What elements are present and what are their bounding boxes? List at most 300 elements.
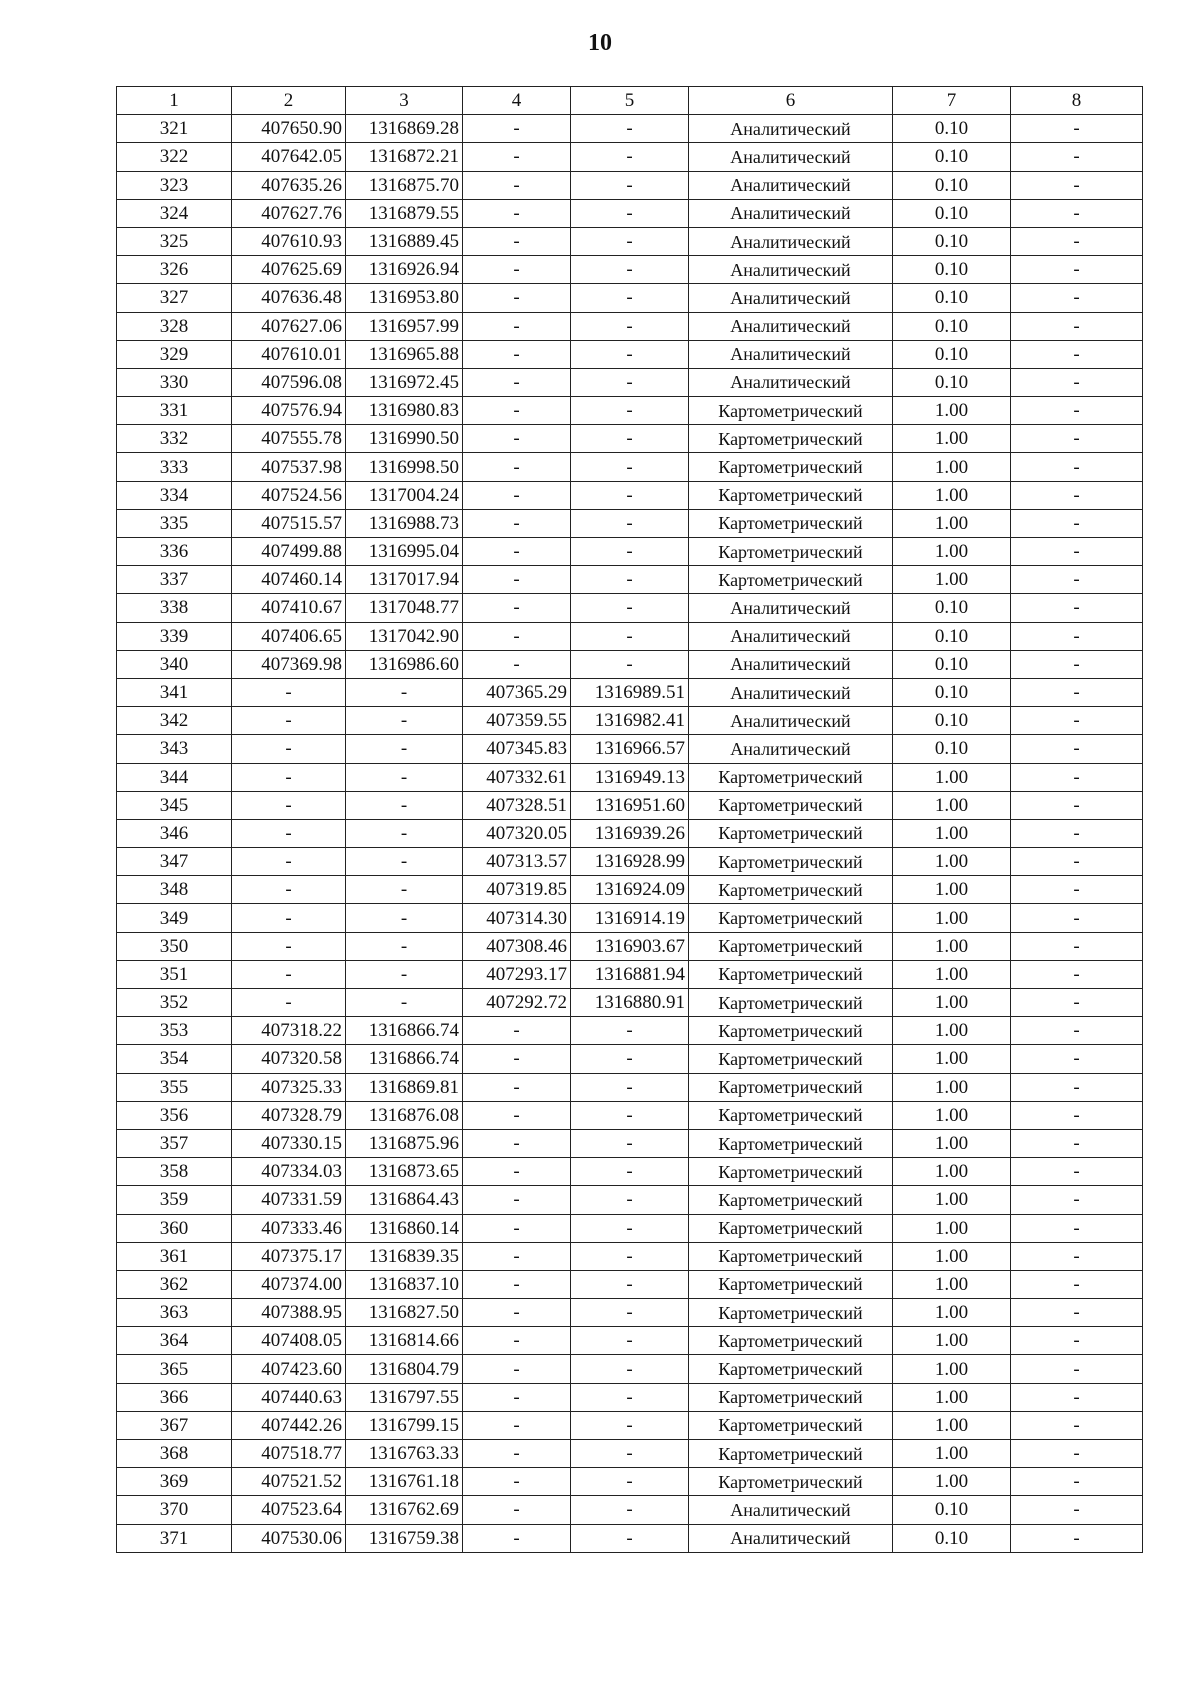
method-cell: Аналитический: [689, 594, 893, 622]
x-coordinate-cell: 407515.57: [232, 509, 346, 537]
new-y-coordinate-cell: 1316881.94: [571, 960, 689, 988]
new-x-coordinate-cell: -: [463, 1242, 571, 1270]
column-header: 3: [346, 87, 463, 115]
method-cell: Картометрический: [689, 1242, 893, 1270]
y-coordinate-cell: -: [346, 932, 463, 960]
accuracy-cell: 1.00: [893, 876, 1011, 904]
point-number-cell: 366: [117, 1383, 232, 1411]
accuracy-cell: 0.10: [893, 707, 1011, 735]
point-number-cell: 337: [117, 566, 232, 594]
point-number-cell: 348: [117, 876, 232, 904]
method-cell: Аналитический: [689, 368, 893, 396]
point-number-cell: 357: [117, 1129, 232, 1157]
point-number-cell: 360: [117, 1214, 232, 1242]
description-cell: -: [1011, 340, 1143, 368]
table-row: [117, 904, 1143, 932]
accuracy-cell: 1.00: [893, 1270, 1011, 1298]
new-y-coordinate-cell: -: [571, 481, 689, 509]
new-y-coordinate-cell: -: [571, 143, 689, 171]
point-number-cell: 325: [117, 227, 232, 255]
accuracy-cell: 1.00: [893, 1129, 1011, 1157]
new-x-coordinate-cell: 407308.46: [463, 932, 571, 960]
accuracy-cell: 1.00: [893, 1186, 1011, 1214]
new-y-coordinate-cell: -: [571, 284, 689, 312]
new-x-coordinate-cell: -: [463, 509, 571, 537]
x-coordinate-cell: -: [232, 707, 346, 735]
method-cell: Картометрический: [689, 1158, 893, 1186]
new-y-coordinate-cell: 1316914.19: [571, 904, 689, 932]
table-row: [117, 566, 1143, 594]
new-x-coordinate-cell: -: [463, 481, 571, 509]
x-coordinate-cell: 407530.06: [232, 1524, 346, 1552]
new-y-coordinate-cell: -: [571, 1101, 689, 1129]
point-number-cell: 332: [117, 425, 232, 453]
accuracy-cell: 0.10: [893, 1496, 1011, 1524]
new-x-coordinate-cell: 407332.61: [463, 763, 571, 791]
method-cell: Картометрический: [689, 1214, 893, 1242]
point-number-cell: 339: [117, 622, 232, 650]
new-y-coordinate-cell: 1316982.41: [571, 707, 689, 735]
method-cell: Картометрический: [689, 1468, 893, 1496]
table-row: [117, 481, 1143, 509]
new-x-coordinate-cell: -: [463, 340, 571, 368]
point-number-cell: 328: [117, 312, 232, 340]
x-coordinate-cell: 407523.64: [232, 1496, 346, 1524]
description-cell: -: [1011, 284, 1143, 312]
y-coordinate-cell: -: [346, 678, 463, 706]
accuracy-cell: 0.10: [893, 284, 1011, 312]
new-y-coordinate-cell: -: [571, 199, 689, 227]
point-number-cell: 330: [117, 368, 232, 396]
accuracy-cell: 1.00: [893, 989, 1011, 1017]
accuracy-cell: 0.10: [893, 115, 1011, 143]
accuracy-cell: 0.10: [893, 340, 1011, 368]
point-number-cell: 364: [117, 1327, 232, 1355]
accuracy-cell: 1.00: [893, 425, 1011, 453]
point-number-cell: 351: [117, 960, 232, 988]
y-coordinate-cell: 1316988.73: [346, 509, 463, 537]
x-coordinate-cell: 407518.77: [232, 1440, 346, 1468]
method-cell: Картометрический: [689, 1299, 893, 1327]
point-number-cell: 370: [117, 1496, 232, 1524]
new-x-coordinate-cell: -: [463, 115, 571, 143]
point-number-cell: 342: [117, 707, 232, 735]
new-y-coordinate-cell: -: [571, 340, 689, 368]
x-coordinate-cell: 407635.26: [232, 171, 346, 199]
point-number-cell: 371: [117, 1524, 232, 1552]
accuracy-cell: 1.00: [893, 1214, 1011, 1242]
new-y-coordinate-cell: -: [571, 171, 689, 199]
description-cell: -: [1011, 678, 1143, 706]
method-cell: Аналитический: [689, 1496, 893, 1524]
accuracy-cell: 1.00: [893, 509, 1011, 537]
y-coordinate-cell: 1316759.38: [346, 1524, 463, 1552]
new-x-coordinate-cell: -: [463, 1017, 571, 1045]
description-cell: -: [1011, 594, 1143, 622]
point-number-cell: 365: [117, 1355, 232, 1383]
new-y-coordinate-cell: -: [571, 566, 689, 594]
table-row: [117, 707, 1143, 735]
description-cell: -: [1011, 1017, 1143, 1045]
new-x-coordinate-cell: -: [463, 1440, 571, 1468]
table-row: [117, 1073, 1143, 1101]
x-coordinate-cell: 407625.69: [232, 256, 346, 284]
description-cell: -: [1011, 1383, 1143, 1411]
table-row: [117, 1158, 1143, 1186]
description-cell: -: [1011, 791, 1143, 819]
accuracy-cell: 1.00: [893, 1073, 1011, 1101]
new-x-coordinate-cell: -: [463, 1270, 571, 1298]
new-y-coordinate-cell: -: [571, 1270, 689, 1298]
y-coordinate-cell: 1316839.35: [346, 1242, 463, 1270]
table-row: [117, 876, 1143, 904]
y-coordinate-cell: -: [346, 819, 463, 847]
x-coordinate-cell: 407333.46: [232, 1214, 346, 1242]
description-cell: -: [1011, 453, 1143, 481]
method-cell: Картометрический: [689, 425, 893, 453]
description-cell: -: [1011, 1101, 1143, 1129]
x-coordinate-cell: 407369.98: [232, 650, 346, 678]
accuracy-cell: 0.10: [893, 735, 1011, 763]
description-cell: -: [1011, 1524, 1143, 1552]
description-cell: -: [1011, 425, 1143, 453]
table-row: [117, 1496, 1143, 1524]
method-cell: Картометрический: [689, 397, 893, 425]
method-cell: Картометрический: [689, 876, 893, 904]
point-number-cell: 350: [117, 932, 232, 960]
table-row: [117, 199, 1143, 227]
point-number-cell: 349: [117, 904, 232, 932]
x-coordinate-cell: -: [232, 932, 346, 960]
x-coordinate-cell: -: [232, 876, 346, 904]
table-row: [117, 143, 1143, 171]
description-cell: -: [1011, 1355, 1143, 1383]
new-y-coordinate-cell: -: [571, 1524, 689, 1552]
point-number-cell: 358: [117, 1158, 232, 1186]
y-coordinate-cell: 1316799.15: [346, 1411, 463, 1439]
y-coordinate-cell: 1316814.66: [346, 1327, 463, 1355]
new-x-coordinate-cell: -: [463, 1186, 571, 1214]
description-cell: -: [1011, 735, 1143, 763]
method-cell: Картометрический: [689, 819, 893, 847]
x-coordinate-cell: 407555.78: [232, 425, 346, 453]
x-coordinate-cell: -: [232, 678, 346, 706]
y-coordinate-cell: -: [346, 876, 463, 904]
y-coordinate-cell: 1317048.77: [346, 594, 463, 622]
column-header: 7: [893, 87, 1011, 115]
accuracy-cell: 1.00: [893, 1440, 1011, 1468]
description-cell: -: [1011, 538, 1143, 566]
point-number-cell: 341: [117, 678, 232, 706]
new-x-coordinate-cell: -: [463, 538, 571, 566]
new-y-coordinate-cell: 1316989.51: [571, 678, 689, 706]
accuracy-cell: 1.00: [893, 1017, 1011, 1045]
method-cell: Картометрический: [689, 481, 893, 509]
x-coordinate-cell: 407375.17: [232, 1242, 346, 1270]
column-header: 8: [1011, 87, 1143, 115]
column-header: 4: [463, 87, 571, 115]
accuracy-cell: 1.00: [893, 1158, 1011, 1186]
new-y-coordinate-cell: -: [571, 509, 689, 537]
x-coordinate-cell: -: [232, 763, 346, 791]
coordinates-table: [116, 86, 1143, 1553]
new-x-coordinate-cell: -: [463, 1524, 571, 1552]
method-cell: Аналитический: [689, 1524, 893, 1552]
description-cell: -: [1011, 566, 1143, 594]
y-coordinate-cell: 1316869.81: [346, 1073, 463, 1101]
table-row: [117, 453, 1143, 481]
accuracy-cell: 1.00: [893, 1242, 1011, 1270]
accuracy-cell: 0.10: [893, 678, 1011, 706]
new-x-coordinate-cell: -: [463, 199, 571, 227]
x-coordinate-cell: -: [232, 735, 346, 763]
method-cell: Картометрический: [689, 791, 893, 819]
x-coordinate-cell: -: [232, 848, 346, 876]
point-number-cell: 355: [117, 1073, 232, 1101]
y-coordinate-cell: 1316986.60: [346, 650, 463, 678]
table-row: [117, 1411, 1143, 1439]
point-number-cell: 344: [117, 763, 232, 791]
new-x-coordinate-cell: 407345.83: [463, 735, 571, 763]
accuracy-cell: 0.10: [893, 199, 1011, 227]
method-cell: Аналитический: [689, 171, 893, 199]
method-cell: Картометрический: [689, 1440, 893, 1468]
point-number-cell: 353: [117, 1017, 232, 1045]
new-y-coordinate-cell: -: [571, 1073, 689, 1101]
y-coordinate-cell: 1316762.69: [346, 1496, 463, 1524]
description-cell: -: [1011, 368, 1143, 396]
x-coordinate-cell: 407627.06: [232, 312, 346, 340]
y-coordinate-cell: 1317017.94: [346, 566, 463, 594]
y-coordinate-cell: -: [346, 735, 463, 763]
accuracy-cell: 1.00: [893, 481, 1011, 509]
new-y-coordinate-cell: -: [571, 425, 689, 453]
new-y-coordinate-cell: -: [571, 650, 689, 678]
table-row: [117, 1468, 1143, 1496]
table-row: [117, 960, 1143, 988]
method-cell: Картометрический: [689, 1383, 893, 1411]
table-row: [117, 1242, 1143, 1270]
description-cell: -: [1011, 1158, 1143, 1186]
x-coordinate-cell: 407408.05: [232, 1327, 346, 1355]
point-number-cell: 321: [117, 115, 232, 143]
x-coordinate-cell: 407576.94: [232, 397, 346, 425]
new-x-coordinate-cell: -: [463, 425, 571, 453]
new-x-coordinate-cell: 407359.55: [463, 707, 571, 735]
x-coordinate-cell: 407442.26: [232, 1411, 346, 1439]
description-cell: -: [1011, 1496, 1143, 1524]
x-coordinate-cell: 407650.90: [232, 115, 346, 143]
new-x-coordinate-cell: -: [463, 594, 571, 622]
x-coordinate-cell: 407627.76: [232, 199, 346, 227]
x-coordinate-cell: 407642.05: [232, 143, 346, 171]
method-cell: Аналитический: [689, 678, 893, 706]
x-coordinate-cell: 407524.56: [232, 481, 346, 509]
y-coordinate-cell: 1316990.50: [346, 425, 463, 453]
new-y-coordinate-cell: -: [571, 1045, 689, 1073]
method-cell: Аналитический: [689, 284, 893, 312]
new-x-coordinate-cell: -: [463, 312, 571, 340]
point-number-cell: 354: [117, 1045, 232, 1073]
x-coordinate-cell: 407537.98: [232, 453, 346, 481]
y-coordinate-cell: 1316866.74: [346, 1045, 463, 1073]
point-number-cell: 329: [117, 340, 232, 368]
new-y-coordinate-cell: -: [571, 397, 689, 425]
table-row: [117, 650, 1143, 678]
point-number-cell: 326: [117, 256, 232, 284]
description-cell: -: [1011, 115, 1143, 143]
description-cell: -: [1011, 312, 1143, 340]
table-row: [117, 848, 1143, 876]
point-number-cell: 368: [117, 1440, 232, 1468]
point-number-cell: 335: [117, 509, 232, 537]
point-number-cell: 346: [117, 819, 232, 847]
y-coordinate-cell: -: [346, 904, 463, 932]
y-coordinate-cell: -: [346, 791, 463, 819]
accuracy-cell: 0.10: [893, 256, 1011, 284]
table-row: [117, 284, 1143, 312]
new-x-coordinate-cell: -: [463, 1045, 571, 1073]
x-coordinate-cell: 407325.33: [232, 1073, 346, 1101]
accuracy-cell: 1.00: [893, 397, 1011, 425]
table-row: [117, 256, 1143, 284]
x-coordinate-cell: -: [232, 960, 346, 988]
method-cell: Картометрический: [689, 960, 893, 988]
new-y-coordinate-cell: 1316966.57: [571, 735, 689, 763]
y-coordinate-cell: -: [346, 848, 463, 876]
new-x-coordinate-cell: -: [463, 397, 571, 425]
method-cell: Картометрический: [689, 566, 893, 594]
description-cell: -: [1011, 227, 1143, 255]
accuracy-cell: 1.00: [893, 1327, 1011, 1355]
x-coordinate-cell: 407330.15: [232, 1129, 346, 1157]
new-x-coordinate-cell: -: [463, 1383, 571, 1411]
x-coordinate-cell: 407610.93: [232, 227, 346, 255]
method-cell: Картометрический: [689, 1129, 893, 1157]
table-row: [117, 368, 1143, 396]
new-x-coordinate-cell: -: [463, 1327, 571, 1355]
accuracy-cell: 1.00: [893, 904, 1011, 932]
table-row: [117, 678, 1143, 706]
table-row: [117, 1214, 1143, 1242]
new-y-coordinate-cell: -: [571, 1214, 689, 1242]
accuracy-cell: 0.10: [893, 1524, 1011, 1552]
column-header: 6: [689, 87, 893, 115]
x-coordinate-cell: 407521.52: [232, 1468, 346, 1496]
description-cell: -: [1011, 932, 1143, 960]
point-number-cell: 361: [117, 1242, 232, 1270]
new-y-coordinate-cell: -: [571, 1129, 689, 1157]
method-cell: Картометрический: [689, 509, 893, 537]
y-coordinate-cell: 1316763.33: [346, 1440, 463, 1468]
new-x-coordinate-cell: -: [463, 1214, 571, 1242]
method-cell: Картометрический: [689, 538, 893, 566]
new-y-coordinate-cell: -: [571, 256, 689, 284]
new-y-coordinate-cell: -: [571, 594, 689, 622]
new-y-coordinate-cell: -: [571, 312, 689, 340]
table-row: [117, 312, 1143, 340]
table-row: [117, 763, 1143, 791]
method-cell: Картометрический: [689, 1186, 893, 1214]
accuracy-cell: 1.00: [893, 1045, 1011, 1073]
x-coordinate-cell: 407423.60: [232, 1355, 346, 1383]
accuracy-cell: 0.10: [893, 143, 1011, 171]
new-y-coordinate-cell: -: [571, 1468, 689, 1496]
y-coordinate-cell: 1316875.96: [346, 1129, 463, 1157]
new-y-coordinate-cell: 1316939.26: [571, 819, 689, 847]
method-cell: Картометрический: [689, 1073, 893, 1101]
new-y-coordinate-cell: 1316951.60: [571, 791, 689, 819]
y-coordinate-cell: -: [346, 763, 463, 791]
x-coordinate-cell: 407320.58: [232, 1045, 346, 1073]
new-x-coordinate-cell: 407320.05: [463, 819, 571, 847]
y-coordinate-cell: 1316864.43: [346, 1186, 463, 1214]
new-x-coordinate-cell: -: [463, 171, 571, 199]
description-cell: -: [1011, 1468, 1143, 1496]
table-row: [117, 115, 1143, 143]
x-coordinate-cell: 407410.67: [232, 594, 346, 622]
method-cell: Картометрический: [689, 1411, 893, 1439]
description-cell: -: [1011, 622, 1143, 650]
new-x-coordinate-cell: -: [463, 1129, 571, 1157]
method-cell: Картометрический: [689, 1270, 893, 1298]
description-cell: -: [1011, 1411, 1143, 1439]
x-coordinate-cell: 407331.59: [232, 1186, 346, 1214]
point-number-cell: 359: [117, 1186, 232, 1214]
x-coordinate-cell: 407334.03: [232, 1158, 346, 1186]
y-coordinate-cell: 1316953.80: [346, 284, 463, 312]
method-cell: Аналитический: [689, 735, 893, 763]
method-cell: Картометрический: [689, 1017, 893, 1045]
description-cell: -: [1011, 848, 1143, 876]
method-cell: Картометрический: [689, 1327, 893, 1355]
method-cell: Аналитический: [689, 199, 893, 227]
accuracy-cell: 0.10: [893, 622, 1011, 650]
point-number-cell: 322: [117, 143, 232, 171]
point-number-cell: 333: [117, 453, 232, 481]
y-coordinate-cell: 1316926.94: [346, 256, 463, 284]
accuracy-cell: 1.00: [893, 1411, 1011, 1439]
accuracy-cell: 1.00: [893, 763, 1011, 791]
y-coordinate-cell: -: [346, 989, 463, 1017]
method-cell: Аналитический: [689, 115, 893, 143]
accuracy-cell: 1.00: [893, 819, 1011, 847]
new-y-coordinate-cell: -: [571, 227, 689, 255]
new-x-coordinate-cell: 407313.57: [463, 848, 571, 876]
method-cell: Аналитический: [689, 256, 893, 284]
y-coordinate-cell: -: [346, 707, 463, 735]
accuracy-cell: 1.00: [893, 538, 1011, 566]
column-header: 2: [232, 87, 346, 115]
x-coordinate-cell: 407318.22: [232, 1017, 346, 1045]
new-y-coordinate-cell: -: [571, 622, 689, 650]
description-cell: -: [1011, 707, 1143, 735]
table-row: [117, 340, 1143, 368]
description-cell: -: [1011, 989, 1143, 1017]
description-cell: -: [1011, 763, 1143, 791]
table-row: [117, 1355, 1143, 1383]
y-coordinate-cell: 1316761.18: [346, 1468, 463, 1496]
x-coordinate-cell: 407388.95: [232, 1299, 346, 1327]
method-cell: Аналитический: [689, 340, 893, 368]
y-coordinate-cell: 1316869.28: [346, 115, 463, 143]
y-coordinate-cell: 1317042.90: [346, 622, 463, 650]
accuracy-cell: 0.10: [893, 594, 1011, 622]
new-x-coordinate-cell: -: [463, 1101, 571, 1129]
point-number-cell: 334: [117, 481, 232, 509]
y-coordinate-cell: 1317004.24: [346, 481, 463, 509]
description-cell: -: [1011, 256, 1143, 284]
